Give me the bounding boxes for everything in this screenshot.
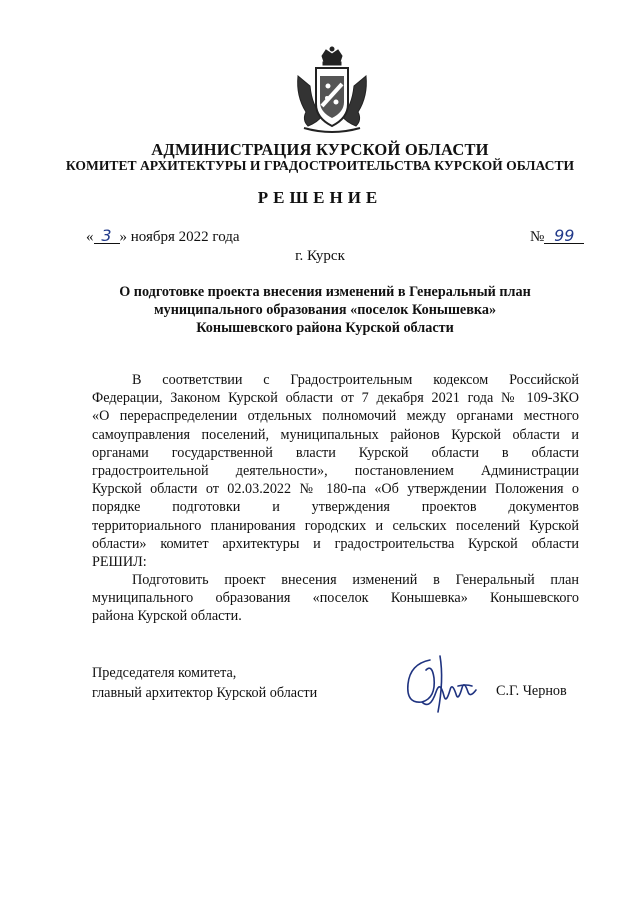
title-line: муниципального образования «поселок Конышевка» <box>153 302 497 318</box>
date-open-quote: « <box>86 229 94 245</box>
body-line: района Курской области. <box>92 608 242 625</box>
signatory-position-line: главный архитектор Курской области <box>92 685 318 701</box>
document-body <box>92 371 579 626</box>
administration-heading: АДМИНИСТРАЦИЯ КУРСКОЙ ОБЛАСТИ <box>151 140 489 159</box>
number-value-handwritten: 99 <box>544 229 584 244</box>
body-line: самоуправления поселений, муниципальных районов Курской области и <box>92 426 579 443</box>
body-line-resolved: РЕШИЛ: <box>92 553 147 570</box>
title-line: Конышевского района Курской области <box>196 320 454 336</box>
document-number <box>530 226 584 246</box>
body-line: Курской области от 02.03.2022 № 180-па «Об утверждении Положения о <box>92 481 579 498</box>
body-line: территориального планирования городских и сельских поселений Курской <box>92 517 579 534</box>
signatory-position-line: Председателя комитета, <box>92 665 237 681</box>
body-line: «О перераспределении отдельных полномочий между органами местного <box>92 408 579 425</box>
document-date <box>86 226 240 246</box>
document-type-heading: РЕШЕНИЕ <box>257 188 383 207</box>
number-label: № <box>530 229 545 245</box>
date-day-handwritten: 3 <box>94 229 120 244</box>
signatory-name: С.Г. Чернов <box>496 683 567 699</box>
body-line: градостроительной деятельности», постановлением Администрации <box>92 462 579 479</box>
coat-of-arms-emblem <box>292 46 372 134</box>
signatory-position <box>92 663 317 703</box>
date-month-year: » ноября 2022 года <box>119 229 240 245</box>
body-line: порядке подготовки и утверждения проектов документов <box>92 499 579 516</box>
city-line: г. Курск <box>295 248 345 264</box>
title-line: О подготовке проекта внесения изменений в Генеральный план <box>119 284 531 300</box>
body-line: органами государственной власти Курской области в области <box>92 444 579 461</box>
body-line: Подготовить проект внесения изменений в Генеральный план <box>132 572 579 589</box>
document-title <box>90 283 560 337</box>
body-line: Федерации, Законом Курской области от 7 декабря 2021 года № 109-ЗКО <box>92 390 579 407</box>
handwritten-signature <box>400 650 492 716</box>
body-line: муниципального образования «поселок Конышевка» Конышевского <box>92 590 579 607</box>
body-line: В соответствии с Градостроительным кодексом Российской <box>132 372 579 388</box>
committee-heading: КОМИТЕТ АРХИТЕКТУРЫ И ГРАДОСТРОИТЕЛЬСТВА КУРСКОЙ ОБЛАСТИ <box>65 158 575 173</box>
body-line: области» комитет архитектуры и градостроительства Курской области <box>92 535 579 552</box>
